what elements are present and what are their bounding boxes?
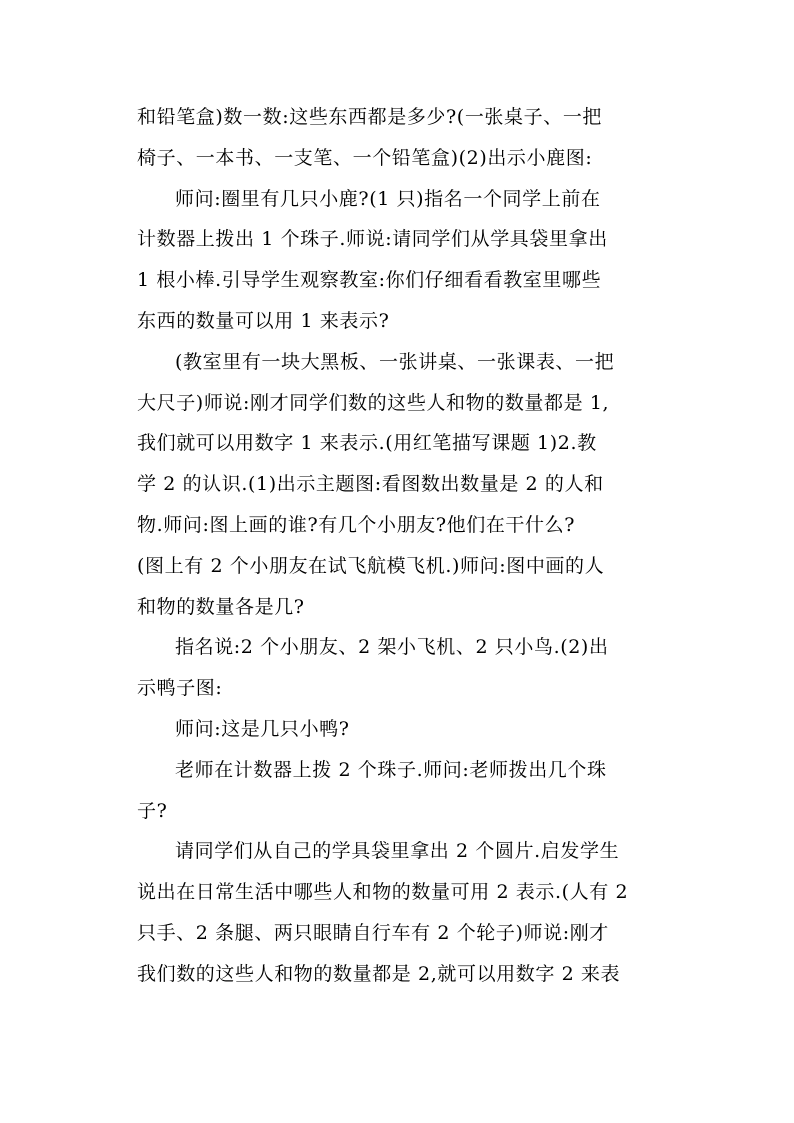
text-line: 1 根小棒.引导学生观察教室:你们仔细看看教室里哪些 — [137, 269, 602, 292]
text-line: 说出在日常生活中哪些人和物的数量可用 2 表示.(人有 2 — [137, 881, 629, 904]
text-line: 师问:圈里有几只小鹿?(1 只)指名一个同学上前在 — [175, 187, 601, 210]
text-line: 大尺子)师说:刚才同学们数的这些人和物的数量都是 1, — [137, 391, 610, 414]
text-line: 计数器上拨出 1 个珠子.师说:请同学们从学具袋里拿出 — [137, 228, 608, 251]
text-line: 和物的数量各是几? — [137, 595, 305, 618]
text-line: 子? — [137, 799, 168, 822]
text-line: 师问:这是几只小鸭? — [175, 717, 350, 740]
text-line: 我们就可以用数字 1 来表示.(用红笔描写课题 1)2.教 — [137, 432, 597, 455]
text-line: 和铅笔盒)数一数:这些东西都是多少?(一张桌子、一把 — [137, 106, 603, 128]
text-line: 我们数的这些人和物的数量都是 2,就可以用数字 2 来表 — [137, 962, 621, 985]
text-line: 学 2 的认识.(1)出示主题图:看图数出数量是 2 的人和 — [137, 473, 604, 496]
text-line: 物.师问:图上画的谁?有几个小朋友?他们在干什么? — [137, 513, 576, 536]
text-line: 只手、2 条腿、两只眼睛自行车有 2 个轮子)师说:刚才 — [137, 921, 609, 944]
text-line: 椅子、一本书、一支笔、一个铅笔盒)(2)出示小鹿图: — [137, 146, 593, 169]
text-line: 示鸭子图: — [137, 677, 223, 700]
text-line: (图上有 2 个小朋友在试飞航模飞机.)师问:图中画的人 — [137, 554, 605, 577]
document-body — [137, 97, 659, 995]
text-line: 指名说:2 个小朋友、2 架小飞机、2 只小鸟.(2)出 — [175, 636, 609, 659]
text-line: 东西的数量可以用 1 来表示? — [137, 309, 390, 332]
text-line: 请同学们从自己的学具袋里拿出 2 个圆片.启发学生 — [175, 840, 620, 863]
text-line: 老师在计数器上拨 2 个珠子.师问:老师拨出几个珠 — [175, 758, 607, 781]
text-line: (教室里有一块大黑板、一张讲桌、一张课表、一把 — [175, 350, 615, 373]
